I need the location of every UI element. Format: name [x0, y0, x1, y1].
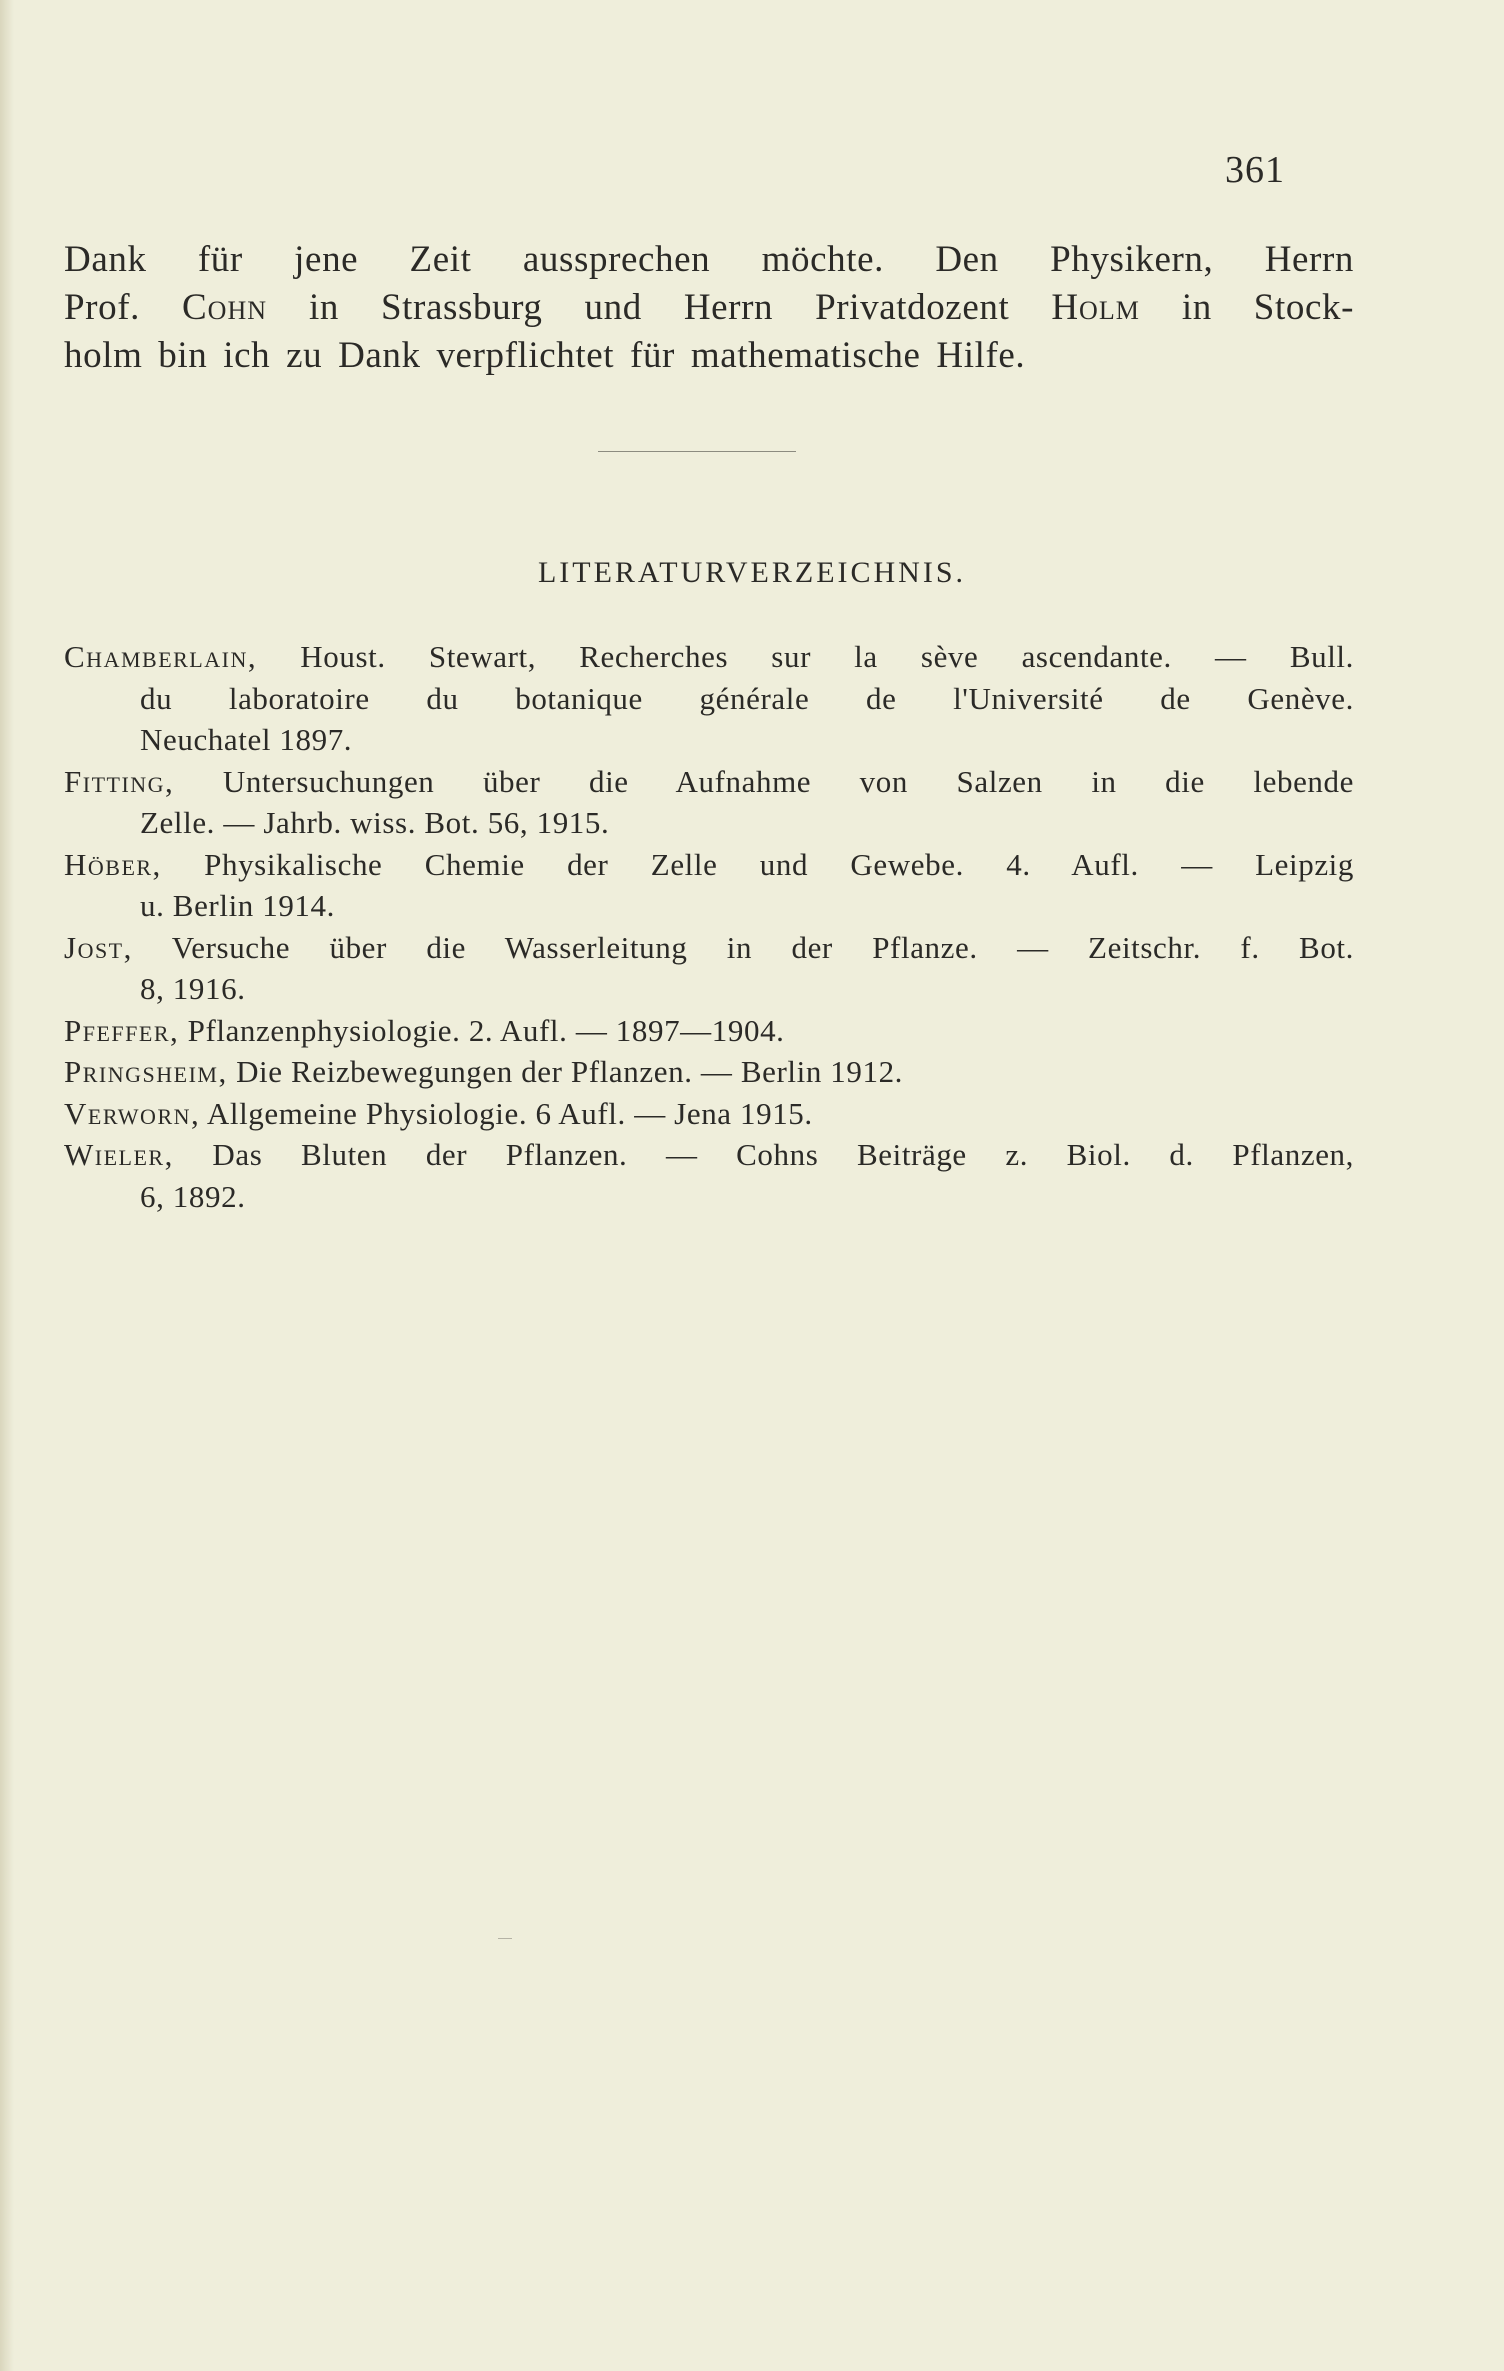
bibliography-list: [64, 636, 1354, 1217]
reference-line: Neuchatel 1897.: [140, 722, 353, 757]
reference-entry-pringsheim: [64, 1051, 1354, 1093]
reference-author: Pfeffer,: [64, 1012, 180, 1048]
reference-entry-chamberlain: [64, 636, 1354, 761]
reference-line: 8, 1916.: [140, 971, 246, 1006]
reference-entry-hoeber: [64, 844, 1354, 927]
reference-entry-jost: [64, 927, 1354, 1010]
reference-line: Chamberlain, Houst. Stewart, Recherches sur la sève ascendante. — Bull.: [64, 639, 1354, 674]
page-edge-shadow: [0, 0, 14, 2371]
reference-line: Pringsheim, Die Reizbewegungen der Pflanzen. — Berlin 1912.: [64, 1054, 904, 1089]
reference-author: Jost,: [64, 929, 133, 965]
reference-line: Verworn, Allgemeine Physiologie. 6 Aufl. — Jena 1915.: [64, 1095, 813, 1131]
reference-entry-fitting: [64, 761, 1354, 844]
person-name-cohn: Cohn: [181, 287, 267, 328]
reference-author: Fitting,: [64, 763, 175, 799]
reference-line: 6, 1892.: [140, 1178, 246, 1214]
reference-line: Pfeffer, Pflanzenphysiologie. 2. Aufl. — 1897—1904.: [64, 1012, 785, 1048]
reference-entry-verworn: [64, 1093, 1354, 1135]
reference-line: u. Berlin 1914.: [140, 888, 335, 923]
reference-line: Wieler, Das Bluten der Pflanzen. — Cohns Beiträge z. Biol. d. Pflanzen,: [64, 1137, 1354, 1172]
bibliography-heading: LITERATURVERZEICHNIS.: [537, 556, 967, 589]
intro-line-3: holm bin ich zu Dank verpflichtet für mathematische Hilfe.: [64, 335, 1026, 376]
page-number: 361: [1225, 149, 1285, 191]
intro-paragraph: [64, 236, 1354, 380]
reference-entry-wieler: [64, 1134, 1354, 1217]
reference-line: Zelle. — Jahrb. wiss. Bot. 56, 1915.: [140, 805, 610, 840]
reference-line: Fitting, Untersuchungen über die Aufnahme von Salzen in die lebende: [64, 763, 1354, 799]
section-divider: [598, 451, 796, 452]
person-name-holm: Holm: [1051, 287, 1140, 328]
reference-author: Höber,: [64, 846, 162, 882]
reference-author: Chamberlain,: [64, 639, 258, 674]
reference-line: Jost, Versuche über die Wasserleitung in der Pflanze. — Zeitschr. f. Bot.: [64, 929, 1354, 965]
intro-line-1: Dank für jene Zeit aussprechen möchte. Den Physikern, Herrn: [64, 239, 1354, 280]
reference-line: du laboratoire du botanique générale de l'Université de Genève.: [140, 680, 1354, 716]
reference-line: Höber, Physikalische Chemie der Zelle und Gewebe. 4. Aufl. — Leipzig: [64, 846, 1354, 882]
reference-author: Pringsheim,: [64, 1054, 228, 1089]
reference-author: Wieler,: [64, 1137, 174, 1172]
reference-entry-pfeffer: [64, 1010, 1354, 1052]
intro-line-2: Prof. Cohn in Strassburg und Herrn Privatdozent Holm in Stock-: [64, 287, 1355, 328]
print-mark: [498, 1938, 512, 1939]
reference-author: Verworn,: [64, 1095, 201, 1131]
